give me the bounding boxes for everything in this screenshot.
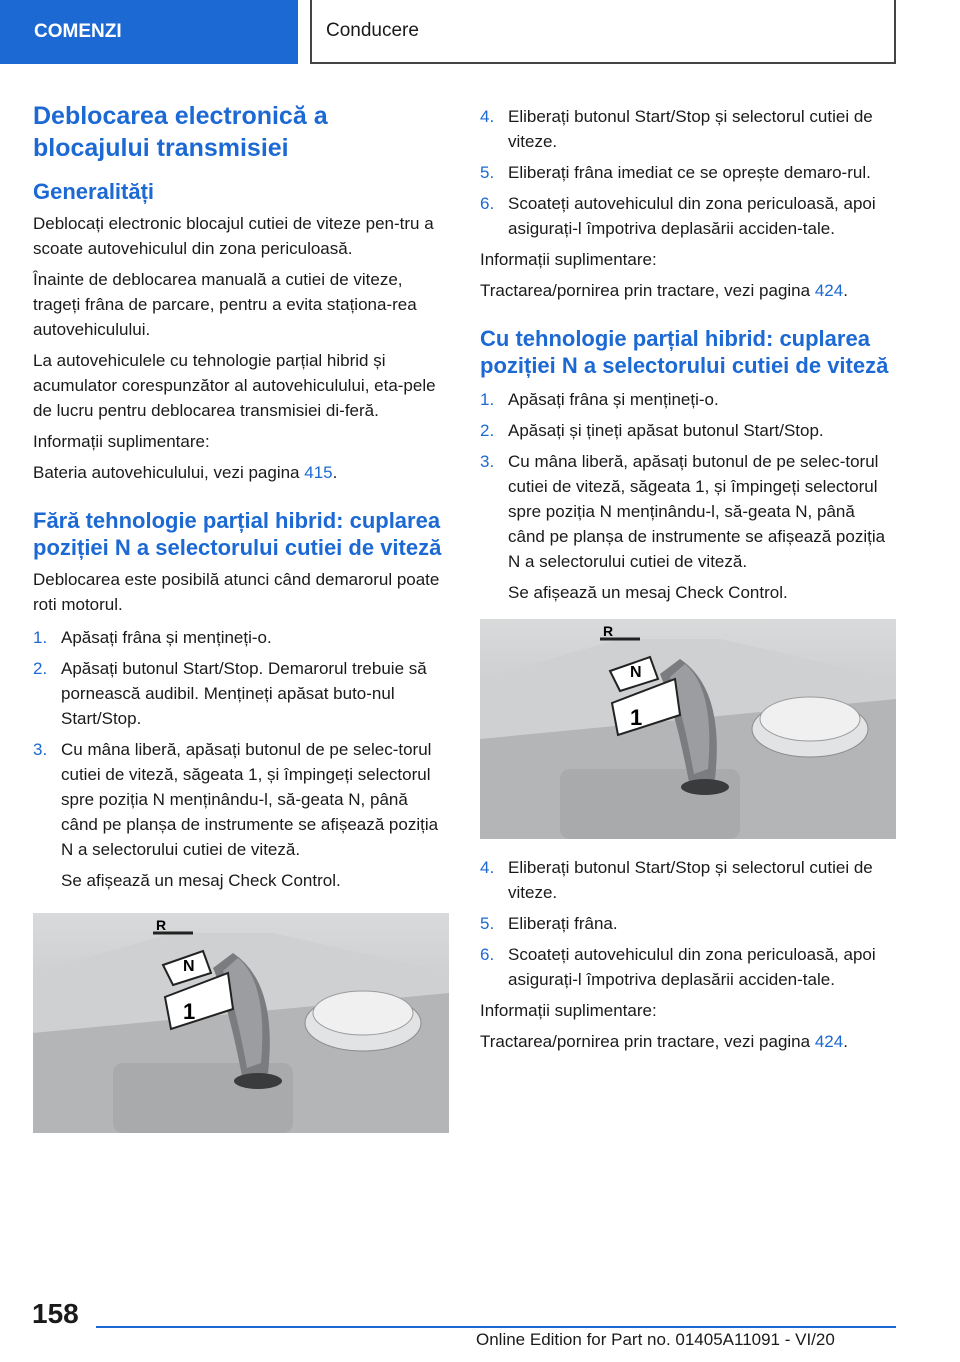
steps-list [480, 104, 896, 241]
label-n: N [630, 664, 642, 681]
list-item: 2. Apăsați și țineți apăsat butonul Start/Stop. [480, 421, 824, 440]
section-heading-hybrid: Cu tehnologie parțial hibrid: cuplarea poziției N a selectorului cutiei de viteză [480, 326, 889, 378]
paragraph: Înainte de deblocarea manuală a cutiei de viteze, trageți frâna de parcare, pentru a evita staționa-rea autovehiculului. [33, 270, 417, 339]
left-column [33, 100, 449, 1149]
chapter-tab[interactable] [0, 0, 298, 64]
chapter-label: COMENZI [34, 21, 122, 42]
list-item: 6. Scoateți autovehiculul din zona periculoasă, apoi asigurați-l împotriva deplasării acciden-tale. [480, 194, 876, 238]
list-item: 1. Apăsați frâna și mențineți-o. [480, 390, 719, 409]
footer-divider [96, 1326, 896, 1328]
label-r: R [603, 623, 614, 639]
step-note: Se afișează un mesaj Check Control. [508, 583, 788, 602]
list-item: 4. Eliberați butonul Start/Stop și selectorul cutiei de viteze. [480, 858, 873, 902]
label-1: 1 [183, 999, 196, 1024]
gear-selector-illustration [33, 913, 449, 1133]
label-n: N [183, 958, 195, 975]
step-note: Se afișează un mesaj Check Control. [61, 871, 341, 890]
page-link-424[interactable]: 424 [814, 1032, 844, 1051]
paragraph: Deblocați electronic blocajul cutiei de viteze pen-tru a scoate autovehiculul din zona periculoasă. [33, 214, 434, 258]
general-heading: Generalități [33, 179, 155, 204]
label-r: R [156, 917, 167, 933]
list-item: 5. Eliberați frâna imediat ce se oprește demaro-rul. [480, 163, 871, 182]
list-item: 3. Cu mâna liberă, apăsați butonul de pe selec-torul cutiei de viteză, săgeata 1, și împingeți selectorul spre poziția N menținându-l, să-geata N, până când pe planșa de instrumente se afișează poziția N a selectorului cutiei de viteză. [480, 452, 886, 571]
list-item: 2. Apăsați butonul Start/Stop. Demarorul trebuie să pornească audibil. Mențineți apăsat buto-nul Start/Stop. [33, 659, 427, 728]
right-column [480, 100, 896, 1060]
cross-reference: Tractarea/pornirea prin tractare, vezi pagina 424. [480, 281, 848, 300]
paragraph: Deblocarea este posibilă atunci când demarorul poate roti motorul. [33, 570, 440, 614]
edition-info: Online Edition for Part no. 01405A11091 - VI/20 [476, 1330, 835, 1349]
list-item: 5. Eliberați frâna. [480, 914, 618, 933]
paragraph: Informații suplimentare: [480, 250, 657, 269]
gear-selector-illustration [480, 619, 896, 839]
steps-list [33, 625, 449, 862]
list-item: 4. Eliberați butonul Start/Stop și selectorul cutiei de viteze. [480, 107, 873, 151]
list-item: 1. Apăsați frâna și mențineți-o. [33, 628, 272, 647]
section-heading-no-hybrid: Fără tehnologie parțial hibrid: cuplarea poziției N a selectorului cutiei de viteză [33, 508, 442, 560]
cross-reference: Bateria autovehiculului, vezi pagina 415. [33, 463, 338, 482]
steps-list [480, 855, 896, 992]
section-tab [310, 0, 896, 64]
gear-selector-drawing [480, 619, 896, 839]
label-1: 1 [630, 705, 643, 730]
page-link-415[interactable]: 415 [304, 463, 333, 482]
page-title: Deblocarea electronică a blocajului transmisiei [33, 102, 328, 162]
paragraph: La autovehiculele cu tehnologie parțial hibrid și acumulator corespunzător al autovehiculului, eta-pele de lucru pentru deblocarea transmisiei di-feră. [33, 351, 436, 420]
list-item: 6. Scoateți autovehiculul din zona periculoasă, apoi asigurați-l împotriva deplasării acciden-tale. [480, 945, 876, 989]
page-link-424[interactable]: 424 [814, 281, 844, 300]
steps-list [480, 387, 896, 574]
gear-selector-drawing [33, 913, 449, 1133]
section-label: Conducere [326, 20, 419, 41]
paragraph: Informații suplimentare: [480, 1001, 657, 1020]
list-item: 3. Cu mâna liberă, apăsați butonul de pe selec-torul cutiei de viteză, săgeata 1, și împingeți selectorul spre poziția N menținându-l, să-geata N, până când pe planșa de instrumente se afișează poziția N a selectorului cutiei de viteză. [33, 740, 439, 859]
cross-reference: Tractarea/pornirea prin tractare, vezi pagina 424. [480, 1032, 848, 1051]
page-number: 158 [32, 1298, 79, 1329]
paragraph: Informații suplimentare: [33, 432, 210, 451]
